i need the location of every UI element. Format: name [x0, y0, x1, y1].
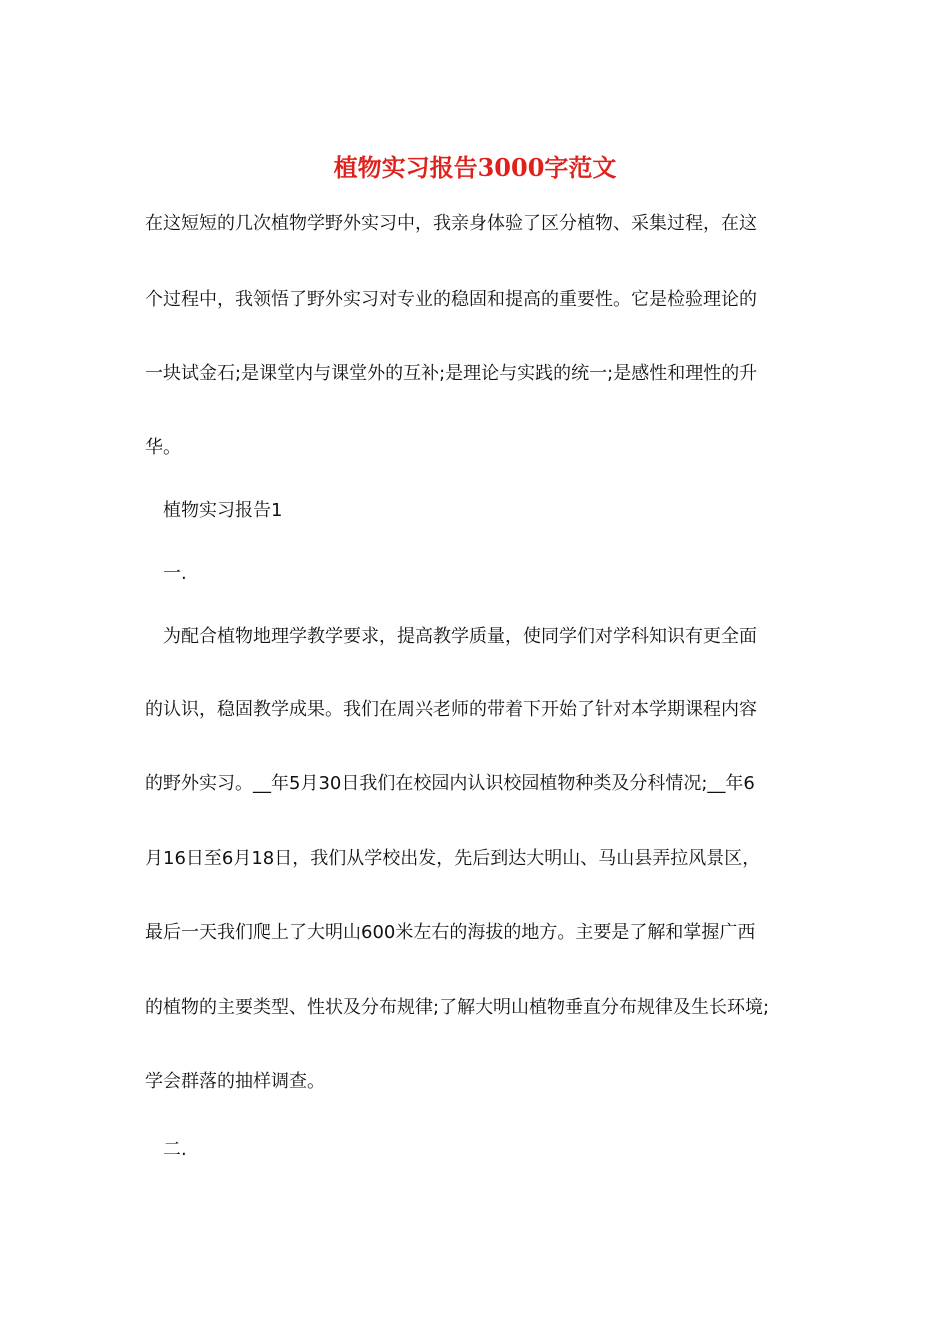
section-number: 二. — [163, 1139, 187, 1160]
paragraph-line: 的野外实习。__年5月30日我们在校园内认识校园植物种类及分科情况;__年6 — [145, 773, 755, 794]
paragraph-line: 最后一天我们爬上了大明山600米左右的海拔的地方。主要是了解和掌握广西 — [145, 922, 756, 943]
paragraph-line: 月16日至6月18日，我们从学校出发，先后到达大明山、马山县弄拉风景区， — [145, 848, 761, 869]
paragraph-line: 在这短短的几次植物学野外实习中，我亲身体验了区分植物、采集过程，在这 — [145, 213, 757, 234]
paragraph-line: 为配合植物地理学教学要求，提高教学质量，使同学们对学科知识有更全面 — [163, 626, 757, 647]
section-number: 一. — [163, 563, 187, 584]
document-title: 植物实习报告3000字范文 — [333, 153, 617, 182]
paragraph-line: 学会群落的抽样调查。 — [145, 1071, 325, 1092]
paragraph-line: 华。 — [145, 437, 181, 458]
paragraph-line: 的植物的主要类型、性状及分布规律;了解大明山植物垂直分布规律及生长环境; — [145, 997, 770, 1018]
section-heading: 植物实习报告1 — [163, 500, 283, 521]
paragraph-line: 的认识，稳固教学成果。我们在周兴老师的带着下开始了针对本学期课程内容 — [145, 699, 757, 720]
paragraph-line: 一块试金石;是课堂内与课堂外的互补;是理论与实践的统一;是感性和理性的升 — [145, 363, 758, 384]
paragraph-line: 个过程中，我领悟了野外实习对专业的稳固和提高的重要性。它是检验理论的 — [145, 289, 757, 310]
